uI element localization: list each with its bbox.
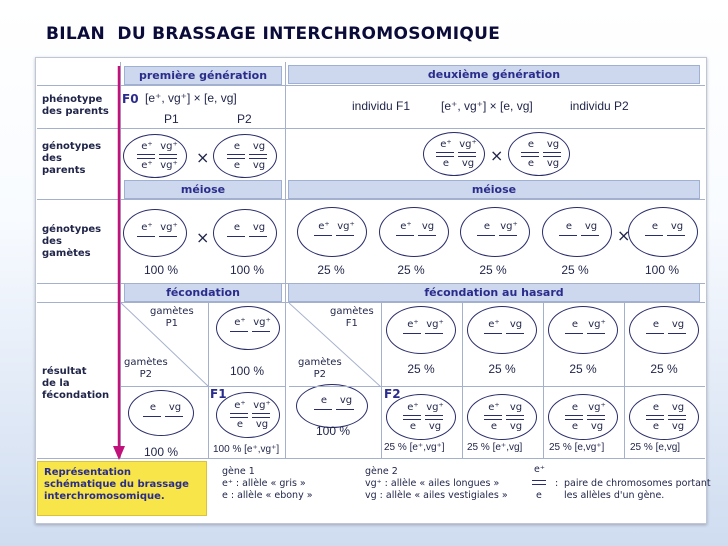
gamete-genotype bbox=[628, 207, 698, 257]
cross-sign: × bbox=[196, 228, 210, 247]
chromosome-line bbox=[425, 419, 443, 420]
gamete-genotype bbox=[213, 209, 277, 257]
legend-gene2: gène 2 vg⁺ : allèle « ailes longues » vg : allèle « ailes vestigiales » bbox=[365, 466, 508, 501]
allele-label: vg bbox=[428, 421, 442, 432]
row-label-genotype-gametes: génotypes des gamètes bbox=[42, 224, 102, 259]
f1-label: F1 bbox=[210, 387, 227, 401]
allele-label: vg bbox=[509, 421, 523, 432]
grid-line bbox=[37, 283, 705, 284]
left-gamete-genotype bbox=[296, 384, 368, 428]
f0-cross: [e⁺, vg⁺] × [e, vg] bbox=[145, 91, 237, 105]
chromosome-line bbox=[646, 333, 664, 334]
chromosome-line bbox=[159, 154, 177, 155]
grid-line bbox=[208, 303, 209, 458]
left-gamete-percent: 100 % bbox=[315, 424, 351, 438]
chromosome-line bbox=[436, 152, 454, 153]
f2-genotype bbox=[467, 394, 537, 440]
left-gamete-genotype bbox=[128, 390, 194, 436]
allele-label: e⁺ bbox=[400, 221, 412, 232]
f2-result: 25 % [e⁺,vg] bbox=[467, 442, 523, 453]
top-gamete-genotype bbox=[629, 306, 699, 354]
gamete-genotype bbox=[379, 207, 449, 257]
grid-line bbox=[462, 303, 463, 458]
top-gamete-percent: 100 % bbox=[229, 364, 265, 378]
chromosome-line bbox=[645, 235, 663, 236]
top-gamete-genotype bbox=[386, 306, 456, 354]
allele-label: e⁺ bbox=[407, 402, 419, 413]
chromosome-line bbox=[646, 415, 664, 416]
individual-p2: individu P2 bbox=[570, 99, 629, 113]
legend-gene1: gène 1 e⁺ : allèle « gris » e : allèle « ebony » bbox=[222, 466, 313, 501]
chromosome-line bbox=[418, 235, 436, 236]
allele-label: e bbox=[571, 319, 579, 330]
chromosome-line bbox=[477, 235, 495, 236]
allele-label: vg bbox=[461, 158, 475, 169]
header-meiosis-right: méiose bbox=[288, 180, 700, 199]
allele-label: vg⁺ bbox=[160, 222, 178, 233]
f2-genotype bbox=[629, 394, 699, 440]
allele-label: vg bbox=[252, 160, 266, 171]
chromosome-line bbox=[252, 331, 270, 332]
second-gen-cross: [e⁺, vg⁺] × [e, vg] bbox=[441, 99, 533, 113]
allele-label: e bbox=[527, 158, 535, 169]
allele-label: e bbox=[483, 221, 491, 232]
individual-f1-genotype bbox=[423, 132, 485, 176]
individual-f1: individu F1 bbox=[352, 99, 411, 113]
allele-label: vg⁺ bbox=[160, 160, 178, 171]
allele-label: vg bbox=[168, 402, 182, 413]
legend-pair: paire de chromosomes portant les allèles d'un gène. bbox=[564, 478, 711, 501]
chromosome-line bbox=[137, 154, 155, 155]
allele-label: e bbox=[652, 319, 660, 330]
generation-arrow bbox=[110, 64, 128, 464]
chromosome-line bbox=[230, 413, 248, 414]
gamete-percent: 100 % bbox=[143, 263, 179, 277]
header-first-generation: première génération bbox=[124, 66, 282, 85]
chromosome-line bbox=[521, 156, 539, 157]
allele-label: vg bbox=[671, 319, 685, 330]
legend-chromosome-line bbox=[532, 484, 546, 485]
chromosome-line bbox=[143, 416, 161, 417]
top-gamete-percent: 25 % bbox=[569, 362, 597, 376]
allele-label: e bbox=[320, 395, 328, 406]
allele-label: vg⁺ bbox=[500, 221, 518, 232]
legend-colon: : bbox=[555, 478, 559, 489]
header-meiosis-left: méiose bbox=[124, 180, 282, 199]
allele-label: vg⁺ bbox=[588, 319, 606, 330]
allele-label: e bbox=[236, 419, 244, 430]
allele-label: e⁺ bbox=[141, 141, 153, 152]
allele-label: vg⁺ bbox=[253, 400, 271, 411]
header-fecondation-hasard: fécondation au hasard bbox=[288, 283, 700, 302]
header-fecondation: fécondation bbox=[124, 283, 282, 302]
chromosome-line bbox=[506, 415, 524, 416]
allele-label: e bbox=[490, 421, 498, 432]
chromosome-line bbox=[581, 235, 599, 236]
chromosome-line bbox=[314, 409, 332, 410]
chromosome-line bbox=[458, 156, 476, 157]
allele-label: e bbox=[571, 421, 579, 432]
grid-line bbox=[37, 199, 705, 200]
chromosome-line bbox=[249, 154, 267, 155]
allele-label: vg⁺ bbox=[588, 402, 606, 413]
parent-p2-genotype bbox=[213, 134, 277, 178]
gamete-genotype bbox=[123, 209, 187, 257]
chromosome-line bbox=[565, 419, 583, 420]
f2-result: 25 % [e,vg⁺] bbox=[549, 442, 605, 453]
slide-title: BILAN DU BRASSAGE INTERCHROMOSOMIQUE bbox=[46, 24, 501, 44]
legend-title: Représentation schématique du brassage interchromosomique. bbox=[44, 467, 189, 502]
p1-label: P1 bbox=[164, 112, 179, 126]
chromosome-line bbox=[484, 419, 502, 420]
chromosome-line bbox=[403, 333, 421, 334]
chromosome-line bbox=[668, 419, 686, 420]
chromosome-line bbox=[137, 158, 155, 159]
grid-line bbox=[624, 303, 625, 458]
chromosome-line bbox=[543, 152, 561, 153]
allele-label: vg bbox=[670, 221, 684, 232]
allele-label: vg bbox=[546, 158, 560, 169]
allele-label: e bbox=[409, 421, 417, 432]
chromosome-line bbox=[159, 158, 177, 159]
gamete-percent: 25 % bbox=[479, 263, 507, 277]
chromosome-line bbox=[252, 413, 270, 414]
cross-sign: × bbox=[196, 148, 210, 167]
f1-result: 100 % [e⁺,vg⁺] bbox=[213, 444, 280, 455]
allele-label: vg⁺ bbox=[426, 402, 444, 413]
p2-label: P2 bbox=[237, 112, 252, 126]
allele-label: vg bbox=[671, 421, 685, 432]
chromosome-line bbox=[587, 419, 605, 420]
grid-line bbox=[289, 386, 705, 387]
gamete-genotype bbox=[542, 207, 612, 257]
allele-label: vg⁺ bbox=[337, 221, 355, 232]
gamete-percent: 100 % bbox=[229, 263, 265, 277]
chromosome-line bbox=[165, 416, 183, 417]
allele-label: e bbox=[571, 402, 579, 413]
chromosome-line bbox=[499, 235, 517, 236]
allele-label: vg bbox=[546, 139, 560, 150]
allele-label: e bbox=[233, 222, 241, 233]
allele-label: e bbox=[149, 402, 157, 413]
chromosome-line bbox=[396, 235, 414, 236]
chromosome-line bbox=[506, 419, 524, 420]
legend-symbol-bottom: e bbox=[536, 490, 542, 501]
row-label-genotype-parents: génotypes des parents bbox=[42, 141, 102, 176]
allele-label: vg bbox=[252, 141, 266, 152]
allele-label: e bbox=[442, 158, 450, 169]
allele-label: e⁺ bbox=[488, 319, 500, 330]
legend-chromosome-line bbox=[532, 480, 546, 481]
f2-label: F2 bbox=[384, 387, 401, 401]
chromosome-line bbox=[252, 417, 270, 418]
chromosome-line bbox=[227, 236, 245, 237]
chromosome-line bbox=[336, 235, 354, 236]
allele-label: vg⁺ bbox=[426, 319, 444, 330]
allele-label: e⁺ bbox=[488, 402, 500, 413]
chromosome-line bbox=[484, 333, 502, 334]
gametes-p2-label: gamètes P2 bbox=[124, 357, 168, 380]
allele-label: e⁺ bbox=[141, 222, 153, 233]
legend-box bbox=[37, 461, 207, 516]
allele-label: e⁺ bbox=[234, 400, 246, 411]
gamete-percent: 25 % bbox=[397, 263, 425, 277]
gamete-percent: 25 % bbox=[561, 263, 589, 277]
chromosome-line bbox=[425, 415, 443, 416]
allele-label: vg bbox=[255, 419, 269, 430]
chromosome-line bbox=[484, 415, 502, 416]
f2-result: 25 % [e,vg] bbox=[630, 442, 681, 453]
gametes-p1-label: gamètes P1 bbox=[150, 306, 194, 329]
allele-label: e bbox=[652, 421, 660, 432]
chromosome-line bbox=[565, 333, 583, 334]
chromosome-line bbox=[646, 419, 664, 420]
f2-result: 25 % [e⁺,vg⁺] bbox=[384, 442, 445, 453]
header-second-generation: deuxième génération bbox=[288, 65, 700, 84]
allele-label: vg⁺ bbox=[459, 139, 477, 150]
allele-label: e bbox=[651, 221, 659, 232]
chromosome-line bbox=[587, 333, 605, 334]
allele-label: vg bbox=[421, 221, 435, 232]
chromosome-line bbox=[436, 156, 454, 157]
top-gamete-genotype bbox=[467, 306, 537, 354]
chromosome-line bbox=[230, 331, 248, 332]
chromosome-line bbox=[227, 158, 245, 159]
gamete-genotype bbox=[297, 207, 367, 257]
chromosome-line bbox=[227, 154, 245, 155]
allele-label: vg bbox=[671, 402, 685, 413]
grid-line bbox=[37, 85, 705, 86]
grid-line bbox=[543, 303, 544, 458]
chromosome-line bbox=[403, 419, 421, 420]
grid-line bbox=[285, 62, 286, 458]
allele-label: e⁺ bbox=[318, 221, 330, 232]
allele-label: e bbox=[652, 402, 660, 413]
allele-label: vg⁺ bbox=[160, 141, 178, 152]
gametes-p2-label: gamètes P2 bbox=[298, 357, 342, 380]
allele-label: vg bbox=[509, 319, 523, 330]
chromosome-line bbox=[506, 333, 524, 334]
chromosome-line bbox=[159, 236, 177, 237]
grid-line bbox=[37, 128, 705, 129]
top-gamete-percent: 25 % bbox=[407, 362, 435, 376]
allele-label: e⁺ bbox=[141, 160, 153, 171]
top-gamete-percent: 25 % bbox=[650, 362, 678, 376]
individual-p2-genotype bbox=[508, 132, 570, 176]
gamete-genotype bbox=[460, 207, 530, 257]
chromosome-line bbox=[403, 415, 421, 416]
chromosome-line bbox=[249, 158, 267, 159]
grid-line bbox=[121, 386, 285, 387]
grid-line bbox=[381, 303, 382, 458]
left-gamete-percent: 100 % bbox=[143, 445, 179, 459]
chromosome-line bbox=[458, 152, 476, 153]
cross-sign: × bbox=[617, 226, 631, 245]
row-label-result: résultat de la fécondation bbox=[42, 366, 110, 401]
parent-p1-genotype bbox=[123, 134, 187, 178]
top-gamete-genotype bbox=[216, 306, 280, 350]
allele-label: e bbox=[565, 221, 573, 232]
row-label-phenotype: phénotype des parents bbox=[42, 94, 109, 117]
chromosome-line bbox=[425, 333, 443, 334]
chromosome-line bbox=[314, 235, 332, 236]
chromosome-line bbox=[559, 235, 577, 236]
gamete-percent: 100 % bbox=[644, 263, 680, 277]
allele-label: e⁺ bbox=[440, 139, 452, 150]
cross-sign: × bbox=[490, 146, 504, 165]
chromosome-line bbox=[565, 415, 583, 416]
f0-label: F0 bbox=[122, 92, 139, 106]
chromosome-line bbox=[137, 236, 155, 237]
allele-label: e⁺ bbox=[234, 317, 246, 328]
gamete-percent: 25 % bbox=[317, 263, 345, 277]
allele-label: vg⁺ bbox=[253, 317, 271, 328]
allele-label: e⁺ bbox=[407, 319, 419, 330]
chromosome-line bbox=[667, 235, 685, 236]
chromosome-line bbox=[668, 415, 686, 416]
chromosome-line bbox=[230, 417, 248, 418]
chromosome-line bbox=[543, 156, 561, 157]
chromosome-line bbox=[587, 415, 605, 416]
top-gamete-percent: 25 % bbox=[488, 362, 516, 376]
allele-label: vg bbox=[584, 221, 598, 232]
chromosome-line bbox=[249, 236, 267, 237]
f2-genotype bbox=[548, 394, 618, 440]
top-gamete-genotype bbox=[548, 306, 618, 354]
allele-label: e bbox=[527, 139, 535, 150]
allele-label: vg bbox=[252, 222, 266, 233]
chromosome-line bbox=[668, 333, 686, 334]
allele-label: vg bbox=[590, 421, 604, 432]
chromosome-line bbox=[521, 152, 539, 153]
gametes-f1-label: gamètes F1 bbox=[330, 306, 374, 329]
allele-label: e bbox=[233, 160, 241, 171]
allele-label: vg bbox=[339, 395, 353, 406]
allele-label: e bbox=[233, 141, 241, 152]
allele-label: vg bbox=[509, 402, 523, 413]
legend-symbol-top: e⁺ bbox=[534, 464, 545, 475]
chromosome-line bbox=[336, 409, 354, 410]
